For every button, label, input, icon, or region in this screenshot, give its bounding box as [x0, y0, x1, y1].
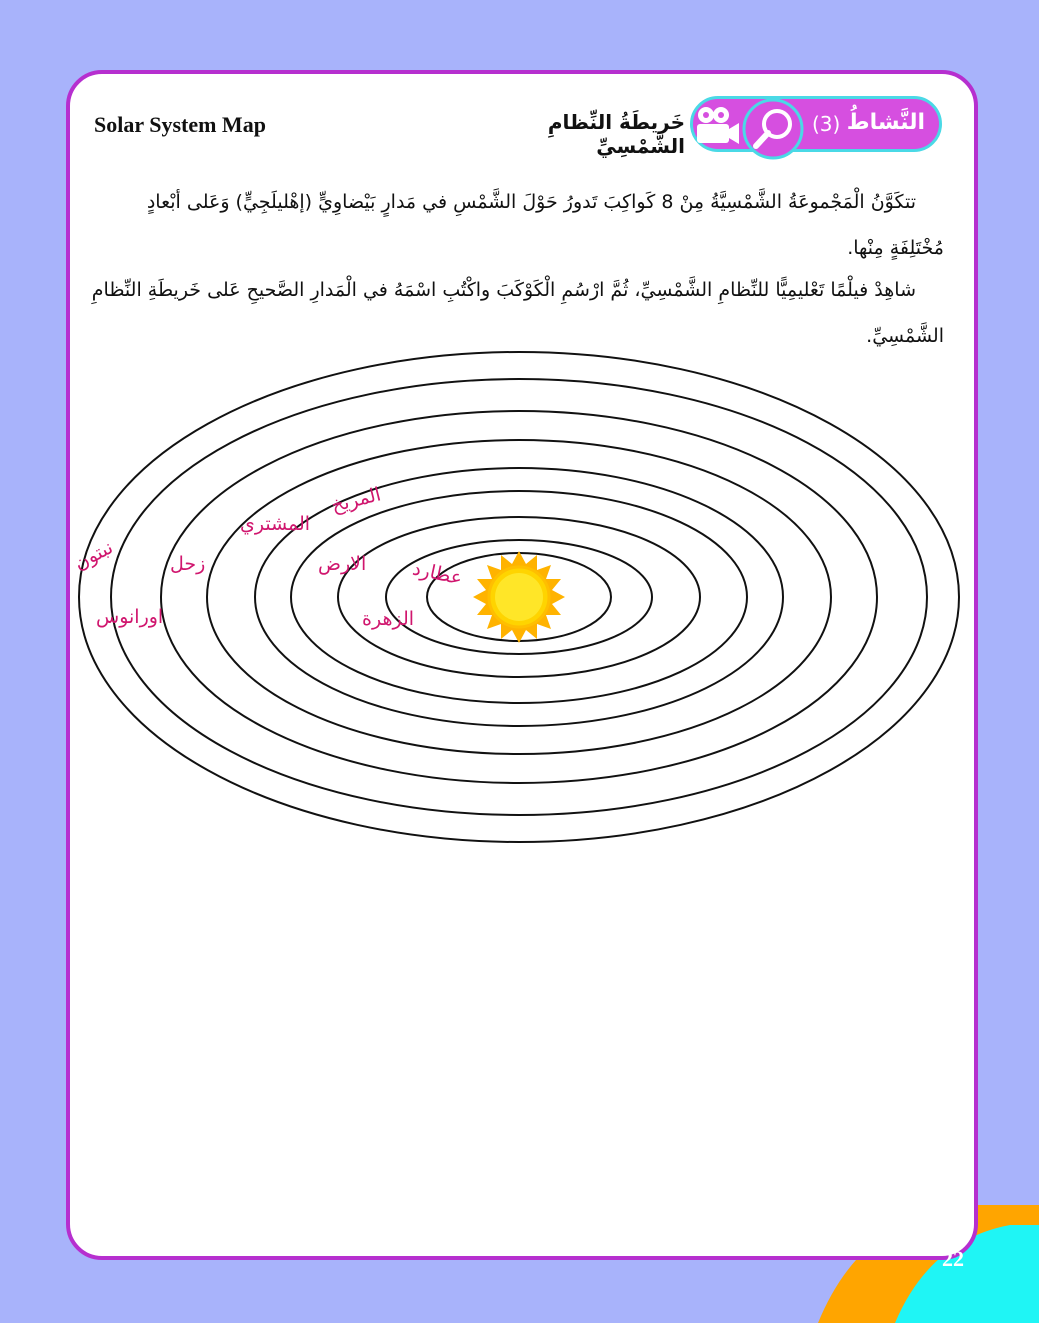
label-saturn: زحل: [170, 553, 206, 575]
instruction-paragraph: شاهِدْ فيلْمًا تَعْليمِيًّا للنِّظامِ الشَّمْسِيِّ، ثُمَّ ارْسُمِ الْكَوْكَبَ واكْتُبِ اسْمَهُ في الْمَدارِ الصَّحيحِ عَلى خَريطَةِ النِّظامِ الشَّمْسِيِّ.: [91, 279, 944, 347]
label-jupiter: المشتري: [240, 513, 311, 535]
sun-icon: [473, 551, 565, 643]
activity-label: النَّشاطُ: [846, 110, 925, 135]
label-mars: المريخ: [329, 483, 384, 517]
label-venus: الزهرة: [362, 608, 415, 630]
label-earth: الارض: [318, 553, 367, 575]
activity-number: (3): [812, 112, 841, 136]
label-neptune: نبتون: [70, 536, 117, 575]
title-arabic: خَريطَةُ النِّظامِ الشَّمْسِيِّ: [547, 110, 685, 158]
intro-paragraph: تتكَوَّنُ الْمَجْموعَةُ الشَّمْسِيَّةُ مِنْ 8 كَواكِبَ تَدورُ حَوْلَ الشَّمْسِ في مَدارٍ بَيْضاوِيٍّ (إهْليلَجِيٍّ) وَعَلى أبْعادٍ مُخْتَلِفَةٍ مِنْها.: [146, 191, 944, 259]
label-uranus: اورانوس: [96, 606, 164, 628]
label-mercury: عطارد: [410, 557, 465, 590]
title-english: Solar System Map: [94, 112, 266, 137]
page-number: 22: [942, 1246, 964, 1271]
